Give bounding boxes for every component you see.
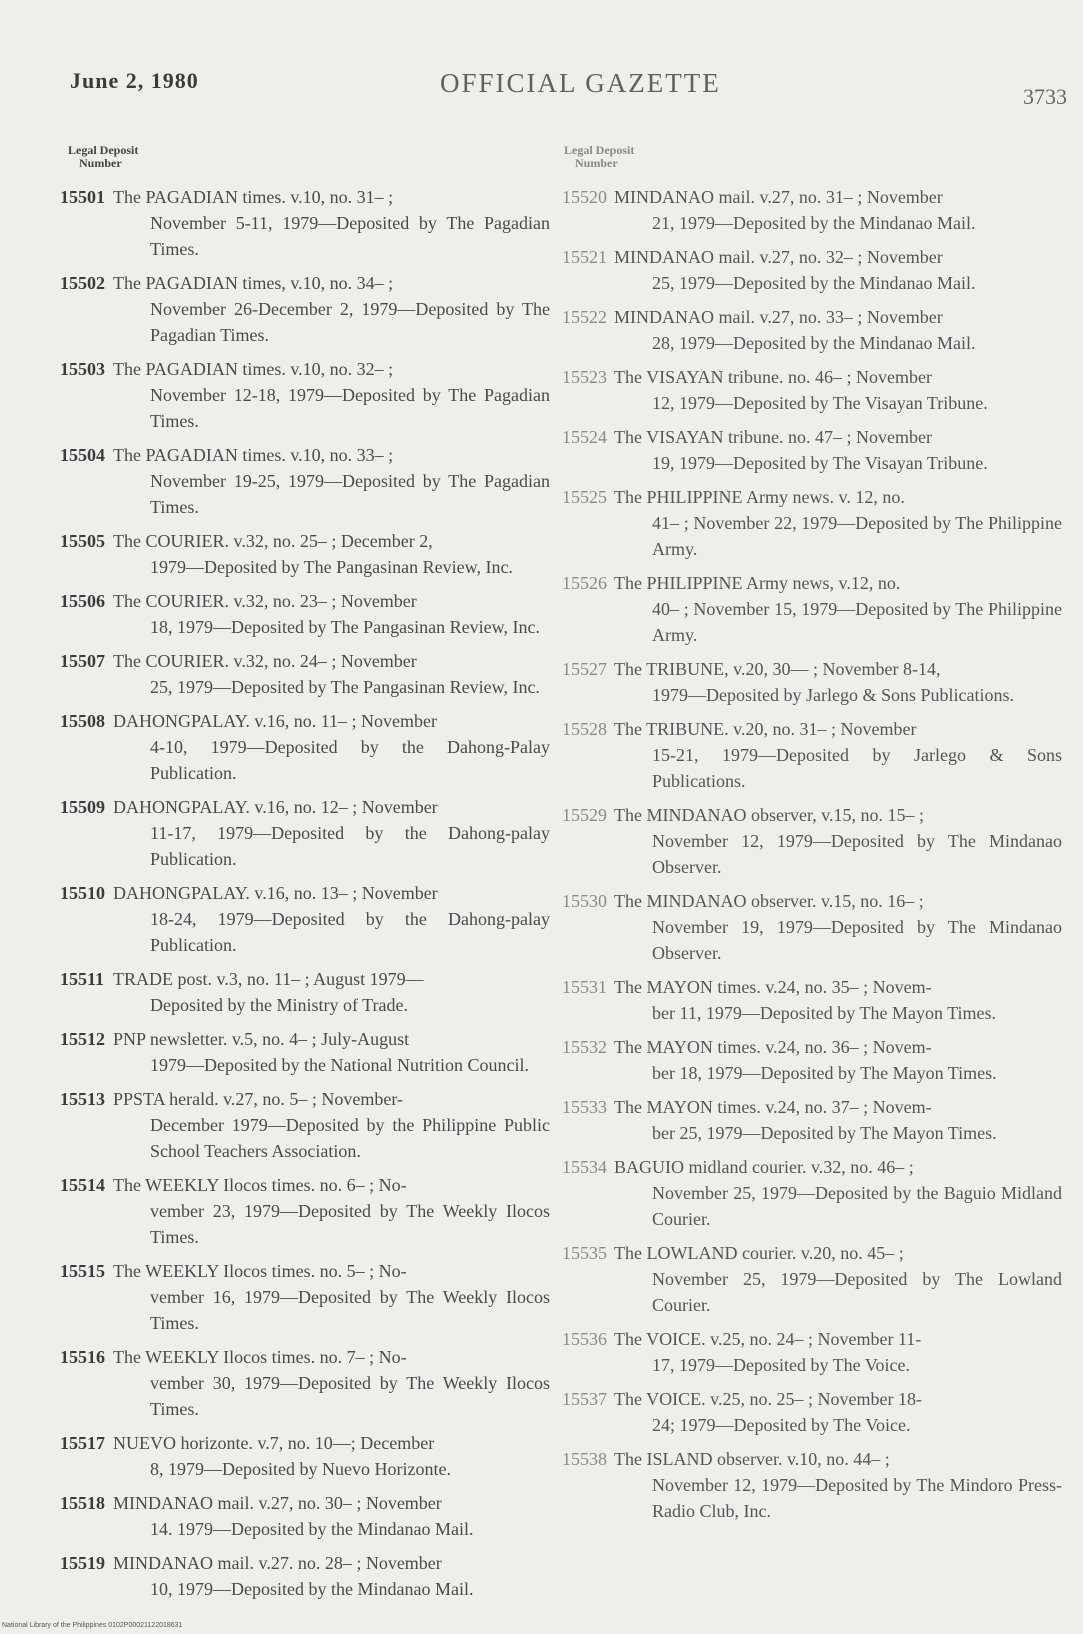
entry-continuation: 11-17, 1979—Deposited by the Dahong-palay Publication. bbox=[150, 823, 550, 869]
entry-continuation: 24; 1979—Deposited by The Voice. bbox=[652, 1415, 911, 1435]
deposit-entry bbox=[562, 1386, 1062, 1438]
deposit-number: 15532 bbox=[562, 1037, 607, 1057]
column-heading-line1: Legal Deposit bbox=[68, 143, 139, 157]
deposit-entry bbox=[562, 656, 1062, 708]
deposit-number: 15529 bbox=[562, 805, 607, 825]
entry-continuation: 25, 1979—Deposited by The Pangasinan Review, Inc. bbox=[150, 677, 540, 697]
page-number: 3733 bbox=[1023, 84, 1067, 109]
entry-first-line: The PHILIPPINE Army news, v.12, no. bbox=[614, 573, 901, 593]
deposit-number: 15501 bbox=[60, 187, 105, 207]
entry-continuation: December 1979—Deposited by the Philippine Public School Teachers Association. bbox=[150, 1115, 550, 1161]
entry-continuation: vember 30, 1979—Deposited by The Weekly Ilocos Times. bbox=[150, 1373, 550, 1419]
entry-first-line: The MAYON times. v.24, no. 37– ; Novem- bbox=[614, 1097, 932, 1117]
deposit-entry bbox=[562, 888, 1062, 966]
left-column bbox=[60, 144, 550, 1610]
entry-continuation: November 26-December 2, 1979—Deposited by The Pagadian Times. bbox=[150, 299, 550, 345]
deposit-number: 15528 bbox=[562, 719, 607, 739]
entry-continuation: 15-21, 1979—Deposited by Jarlego & Sons Publications. bbox=[652, 745, 1062, 791]
deposit-number: 15502 bbox=[60, 273, 105, 293]
deposit-number: 15523 bbox=[562, 367, 607, 387]
entry-continuation: vember 16, 1979—Deposited by The Weekly Ilocos Times. bbox=[150, 1287, 550, 1333]
deposit-entry bbox=[562, 1094, 1062, 1146]
entry-continuation: 18, 1979—Deposited by The Pangasinan Review, Inc. bbox=[150, 617, 540, 637]
deposit-number: 15538 bbox=[562, 1449, 607, 1469]
deposit-entry bbox=[562, 1034, 1062, 1086]
entry-continuation: 1979—Deposited by Jarlego & Sons Publications. bbox=[652, 685, 1014, 705]
deposit-entry bbox=[562, 184, 1062, 236]
deposit-entry bbox=[60, 708, 550, 786]
deposit-entry bbox=[60, 794, 550, 872]
entry-first-line: DAHONGPALAY. v.16, no. 11– ; November bbox=[113, 711, 438, 731]
entry-continuation: 14. 1979—Deposited by the Mindanao Mail. bbox=[150, 1519, 474, 1539]
entry-continuation: 4-10, 1979—Deposited by the Dahong-Palay Publication. bbox=[150, 737, 550, 783]
entry-first-line: The VISAYAN tribune. no. 47– ; November bbox=[614, 427, 932, 447]
entry-continuation: 41– ; November 22, 1979—Deposited by The Philippine Army. bbox=[652, 513, 1062, 559]
entry-first-line: The MINDANAO observer. v.15, no. 16– ; bbox=[614, 891, 924, 911]
entry-continuation: 40– ; November 15, 1979—Deposited by The Philippine Army. bbox=[652, 599, 1062, 645]
deposit-number: 15510 bbox=[60, 883, 105, 903]
entry-continuation: 25, 1979—Deposited by the Mindanao Mail. bbox=[652, 273, 976, 293]
publication-title: OFFICIAL GAZETTE bbox=[440, 68, 721, 98]
entry-continuation: 1979—Deposited by The Pangasinan Review, Inc. bbox=[150, 557, 513, 577]
deposit-number: 15513 bbox=[60, 1089, 105, 1109]
entry-continuation: November 19-25, 1979—Deposited by The Pagadian Times. bbox=[150, 471, 550, 517]
deposit-number: 15518 bbox=[60, 1493, 105, 1513]
column-heading-line1: Legal Deposit bbox=[564, 143, 635, 157]
issue-date: June 2, 1980 bbox=[70, 68, 199, 93]
page-header bbox=[0, 68, 1083, 112]
entry-first-line: NUEVO horizonte. v.7, no. 10—; December bbox=[113, 1433, 435, 1453]
entry-first-line: The MAYON times. v.24, no. 35– ; Novem- bbox=[614, 977, 932, 997]
entry-first-line: The COURIER. v.32, no. 24– ; November bbox=[113, 651, 417, 671]
deposit-number: 15506 bbox=[60, 591, 105, 611]
entry-continuation: 18-24, 1979—Deposited by the Dahong-palay Publication. bbox=[150, 909, 550, 955]
right-entry-list bbox=[562, 184, 1062, 1524]
right-column bbox=[562, 144, 1062, 1532]
entry-first-line: DAHONGPALAY. v.16, no. 12– ; November bbox=[113, 797, 438, 817]
column-heading bbox=[564, 144, 1062, 170]
entry-first-line: MINDANAO mail. v.27. no. 28– ; November bbox=[113, 1553, 442, 1573]
deposit-entry bbox=[562, 1446, 1062, 1524]
column-heading bbox=[68, 144, 550, 170]
deposit-entry bbox=[60, 270, 550, 348]
entry-first-line: The WEEKLY Ilocos times. no. 6– ; No- bbox=[113, 1175, 407, 1195]
deposit-entry bbox=[60, 1086, 550, 1164]
entry-first-line: The MAYON times. v.24, no. 36– ; Novem- bbox=[614, 1037, 932, 1057]
column-heading-line2: Number bbox=[79, 156, 122, 170]
deposit-number: 15514 bbox=[60, 1175, 105, 1195]
entry-continuation: 19, 1979—Deposited by The Visayan Tribune. bbox=[652, 453, 988, 473]
entry-continuation: November 5-11, 1979—Deposited by The Pagadian Times. bbox=[150, 213, 550, 259]
entry-continuation: ber 18, 1979—Deposited by The Mayon Times. bbox=[652, 1063, 997, 1083]
entry-first-line: The WEEKLY Ilocos times. no. 5– ; No- bbox=[113, 1261, 407, 1281]
entry-first-line: The COURIER. v.32, no. 23– ; November bbox=[113, 591, 417, 611]
entry-first-line: The MINDANAO observer, v.15, no. 15– ; bbox=[614, 805, 925, 825]
scan-footer: National Library of the Philippines 0102P00021122018631 bbox=[2, 1622, 183, 1629]
deposit-number: 15512 bbox=[60, 1029, 105, 1049]
entry-continuation: November 12-18, 1979—Deposited by The Pagadian Times. bbox=[150, 385, 550, 431]
entry-continuation: 10, 1979—Deposited by the Mindanao Mail. bbox=[150, 1579, 474, 1599]
entry-continuation: 28, 1979—Deposited by the Mindanao Mail. bbox=[652, 333, 976, 353]
deposit-number: 15520 bbox=[562, 187, 607, 207]
deposit-entry bbox=[562, 304, 1062, 356]
entry-first-line: The PAGADIAN times, v.10, no. 34– ; bbox=[113, 273, 394, 293]
entry-first-line: The LOWLAND courier. v.20, no. 45– ; bbox=[614, 1243, 904, 1263]
deposit-number: 15503 bbox=[60, 359, 105, 379]
deposit-number: 15524 bbox=[562, 427, 607, 447]
deposit-entry bbox=[60, 1172, 550, 1250]
entry-first-line: The VOICE. v.25, no. 25– ; November 18- bbox=[614, 1389, 922, 1409]
deposit-number: 15516 bbox=[60, 1347, 105, 1367]
deposit-entry bbox=[60, 1490, 550, 1542]
deposit-number: 15507 bbox=[60, 651, 105, 671]
deposit-number: 15515 bbox=[60, 1261, 105, 1281]
entry-continuation: Deposited by the Ministry of Trade. bbox=[150, 995, 408, 1015]
entry-first-line: The WEEKLY Ilocos times. no. 7– ; No- bbox=[113, 1347, 407, 1367]
entry-continuation: 21, 1979—Deposited by the Mindanao Mail. bbox=[652, 213, 976, 233]
deposit-entry bbox=[562, 802, 1062, 880]
entry-continuation: November 12, 1979—Deposited by The Mindoro Press-Radio Club, Inc. bbox=[652, 1475, 1062, 1521]
deposit-number: 15527 bbox=[562, 659, 607, 679]
entry-continuation: November 12, 1979—Deposited by The Mindanao Observer. bbox=[652, 831, 1062, 877]
deposit-entry bbox=[562, 716, 1062, 794]
deposit-number: 15509 bbox=[60, 797, 105, 817]
deposit-number: 15504 bbox=[60, 445, 105, 465]
deposit-entry bbox=[60, 1430, 550, 1482]
entry-first-line: The COURIER. v.32, no. 25– ; December 2, bbox=[113, 531, 433, 551]
deposit-entry bbox=[60, 1344, 550, 1422]
entry-first-line: MINDANAO mail. v.27, no. 32– ; November bbox=[614, 247, 943, 267]
deposit-number: 15511 bbox=[60, 969, 105, 989]
deposit-number: 15537 bbox=[562, 1389, 607, 1409]
deposit-entry bbox=[60, 184, 550, 262]
deposit-entry bbox=[60, 1026, 550, 1078]
entry-first-line: The VOICE. v.25, no. 24– ; November 11- bbox=[614, 1329, 922, 1349]
deposit-number: 15535 bbox=[562, 1243, 607, 1263]
entry-first-line: BAGUIO midland courier. v.32, no. 46– ; bbox=[614, 1157, 914, 1177]
entry-first-line: The PAGADIAN times. v.10, no. 33– ; bbox=[113, 445, 394, 465]
deposit-number: 15522 bbox=[562, 307, 607, 327]
deposit-number: 15525 bbox=[562, 487, 607, 507]
entry-first-line: PNP newsletter. v.5, no. 4– ; July-August bbox=[113, 1029, 410, 1049]
entry-continuation: November 25, 1979—Deposited by The Lowland Courier. bbox=[652, 1269, 1062, 1315]
deposit-entry bbox=[60, 588, 550, 640]
entry-first-line: The ISLAND observer. v.10, no. 44– ; bbox=[614, 1449, 890, 1469]
deposit-number: 15508 bbox=[60, 711, 105, 731]
deposit-number: 15526 bbox=[562, 573, 607, 593]
entry-continuation: ber 25, 1979—Deposited by The Mayon Times. bbox=[652, 1123, 997, 1143]
deposit-entry bbox=[562, 244, 1062, 296]
entry-first-line: The PHILIPPINE Army news. v. 12, no. bbox=[614, 487, 905, 507]
deposit-entry bbox=[562, 364, 1062, 416]
entry-first-line: The VISAYAN tribune. no. 46– ; November bbox=[614, 367, 932, 387]
deposit-entry bbox=[562, 484, 1062, 562]
left-entry-list bbox=[60, 184, 550, 1602]
deposit-entry bbox=[60, 528, 550, 580]
deposit-number: 15536 bbox=[562, 1329, 607, 1349]
entry-continuation: 12, 1979—Deposited by The Visayan Tribune. bbox=[652, 393, 988, 413]
entry-continuation: ber 11, 1979—Deposited by The Mayon Times. bbox=[652, 1003, 996, 1023]
deposit-number: 15531 bbox=[562, 977, 607, 997]
deposit-entry bbox=[562, 1240, 1062, 1318]
deposit-entry bbox=[60, 880, 550, 958]
entry-first-line: PPSTA herald. v.27, no. 5– ; November- bbox=[113, 1089, 404, 1109]
deposit-entry bbox=[60, 1550, 550, 1602]
entry-continuation: vember 23, 1979—Deposited by The Weekly Ilocos Times. bbox=[150, 1201, 550, 1247]
entry-first-line: DAHONGPALAY. v.16, no. 13– ; November bbox=[113, 883, 438, 903]
deposit-entry bbox=[562, 974, 1062, 1026]
deposit-entry bbox=[60, 1258, 550, 1336]
deposit-number: 15533 bbox=[562, 1097, 607, 1117]
entry-first-line: TRADE post. v.3, no. 11– ; August 1979— bbox=[113, 969, 424, 989]
entry-first-line: The PAGADIAN times. v.10, no. 32– ; bbox=[113, 359, 394, 379]
entry-first-line: The PAGADIAN times. v.10, no. 31– ; bbox=[113, 187, 394, 207]
entry-first-line: MINDANAO mail. v.27, no. 33– ; November bbox=[614, 307, 943, 327]
deposit-entry bbox=[60, 966, 550, 1018]
entry-continuation: 17, 1979—Deposited by The Voice. bbox=[652, 1355, 910, 1375]
deposit-number: 15530 bbox=[562, 891, 607, 911]
column-heading-line2: Number bbox=[575, 156, 618, 170]
deposit-number: 15519 bbox=[60, 1553, 105, 1573]
entry-continuation: 1979—Deposited by the National Nutrition Council. bbox=[150, 1055, 529, 1075]
deposit-entry bbox=[562, 424, 1062, 476]
entry-first-line: The TRIBUNE. v.20, no. 31– ; November bbox=[614, 719, 917, 739]
deposit-entry bbox=[60, 442, 550, 520]
deposit-entry bbox=[60, 648, 550, 700]
deposit-number: 15517 bbox=[60, 1433, 105, 1453]
deposit-number: 15505 bbox=[60, 531, 105, 551]
deposit-number: 15534 bbox=[562, 1157, 607, 1177]
entry-first-line: MINDANAO mail. v.27, no. 31– ; November bbox=[614, 187, 943, 207]
deposit-entry bbox=[60, 356, 550, 434]
entry-first-line: MINDANAO mail. v.27, no. 30– ; November bbox=[113, 1493, 442, 1513]
entry-continuation: November 19, 1979—Deposited by The Mindanao Observer. bbox=[652, 917, 1062, 963]
deposit-number: 15521 bbox=[562, 247, 607, 267]
entry-first-line: The TRIBUNE, v.20, 30— ; November 8-14, bbox=[614, 659, 941, 679]
deposit-entry bbox=[562, 570, 1062, 648]
entry-continuation: 8, 1979—Deposited by Nuevo Horizonte. bbox=[150, 1459, 451, 1479]
deposit-entry bbox=[562, 1326, 1062, 1378]
entry-continuation: November 25, 1979—Deposited by the Baguio Midland Courier. bbox=[652, 1183, 1062, 1229]
deposit-entry bbox=[562, 1154, 1062, 1232]
